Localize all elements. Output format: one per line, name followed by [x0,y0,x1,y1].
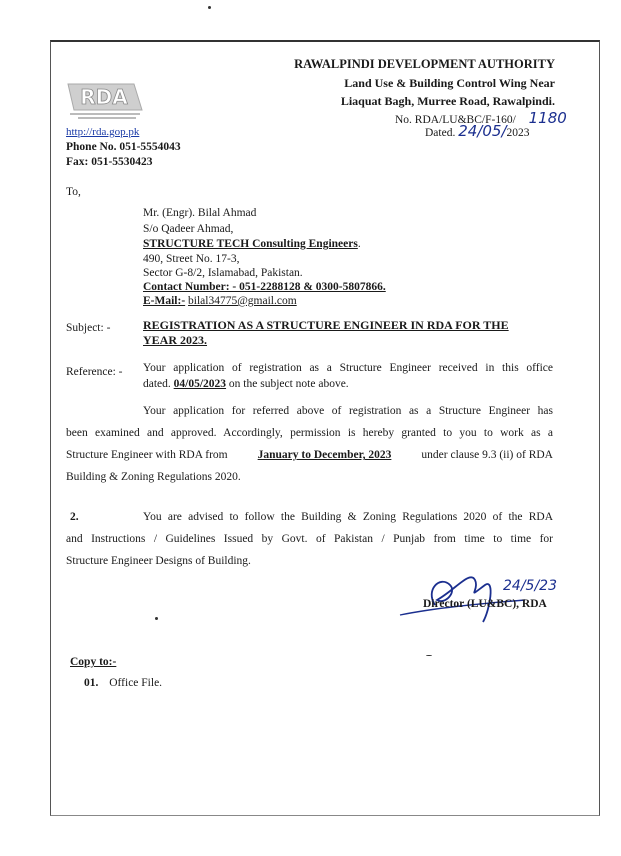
recipient-company: STRUCTURE TECH Consulting Engineers. [143,238,361,250]
para1-line-2: been examined and approved. Accordingly, permission is hereby granted to you to work as a [66,427,553,439]
phone-number: Phone No. 051-5554043 [66,141,181,153]
copy-to-item [84,677,162,689]
signature-scribble [395,560,565,630]
registration-period: January to December, 2023 [257,449,392,461]
rda-logo [64,70,146,122]
reference-line-2: dated. 04/05/2023 on the subject note above. [143,378,349,390]
para2-number: 2. [70,511,79,523]
website-link[interactable]: http://rda.gop.pk [66,126,140,138]
to-label: To, [66,186,81,198]
scan-speck [426,655,432,656]
reference-label: Reference: - [66,366,123,378]
org-name: RAWALPINDI DEVELOPMENT AUTHORITY [294,57,555,71]
fax-number: Fax: 051-5530423 [66,156,153,168]
para2-line-2: and Instructions / Guidelines Issued by Govt. of Pakistan / Punjab from time to time for [66,533,553,545]
recipient-email-line [143,295,297,307]
subject-label: Subject: - [66,322,111,334]
ref-no-handwritten: 1180 [528,109,567,127]
logo-text: RDA [80,85,128,109]
dated-label: Dated. [425,127,456,139]
para2-line-3: Structure Engineer Designs of Building. [66,555,251,567]
copy-to-item-text: Office File. [109,677,163,689]
scan-speck [208,6,211,9]
copy-to-item-number: 01. [84,677,99,689]
para1-line-4: Building & Zoning Regulations 2020. [66,471,241,483]
recipient-street: 490, Street No. 17-3, [143,253,240,265]
dated-line [425,122,530,140]
ref-no-label: No. RDA/LU&BC/F-160/ [395,114,516,126]
reference-date: 04/05/2023 [173,378,227,390]
email-label: E-Mail:- [143,295,186,307]
org-address: Liaquat Bagh, Murree Road, Rawalpindi. [340,94,555,108]
para2-line-1: You are advised to follow the Building & Zoning Regulations 2020 of the RDA [143,511,553,523]
signature-date: 24/5/23 [503,578,557,594]
recipient-city: Sector G-8/2, Islamabad, Pakistan. [143,267,303,279]
copy-to-label: Copy to:- [70,656,117,668]
subject-line-2: YEAR 2023. [143,333,208,347]
recipient-name: Mr. (Engr). Bilal Ahmad [143,207,257,219]
subject-line-1: REGISTRATION AS A STRUCTURE ENGINEER IN RDA FOR THE [143,318,509,332]
dated-year: 2023 [506,127,530,139]
dated-handwritten: 24/05/ [458,122,507,140]
para1-line-3: Structure Engineer with RDA from January to December, 2023 under clause 9.3 (ii) of RDA [66,449,553,461]
scan-speck [155,617,158,620]
wing-name: Land Use & Building Control Wing Near [344,76,555,90]
para1-line-1: Your application for referred above of registration as a Structure Engineer has [143,405,553,417]
recipient-contact: Contact Number: - 051-2288128 & 0300-5807866. [143,281,386,293]
recipient-parent: S/o Qadeer Ahmad, [143,223,234,235]
company-name: STRUCTURE TECH Consulting Engineers [143,238,358,250]
recipient-email[interactable]: bilal34775@gmail.com [188,295,297,307]
signatory-title: Director (LU&BC), RDA [423,598,547,610]
reference-line-1: Your application of registration as a Structure Engineer received in this office [143,362,553,374]
